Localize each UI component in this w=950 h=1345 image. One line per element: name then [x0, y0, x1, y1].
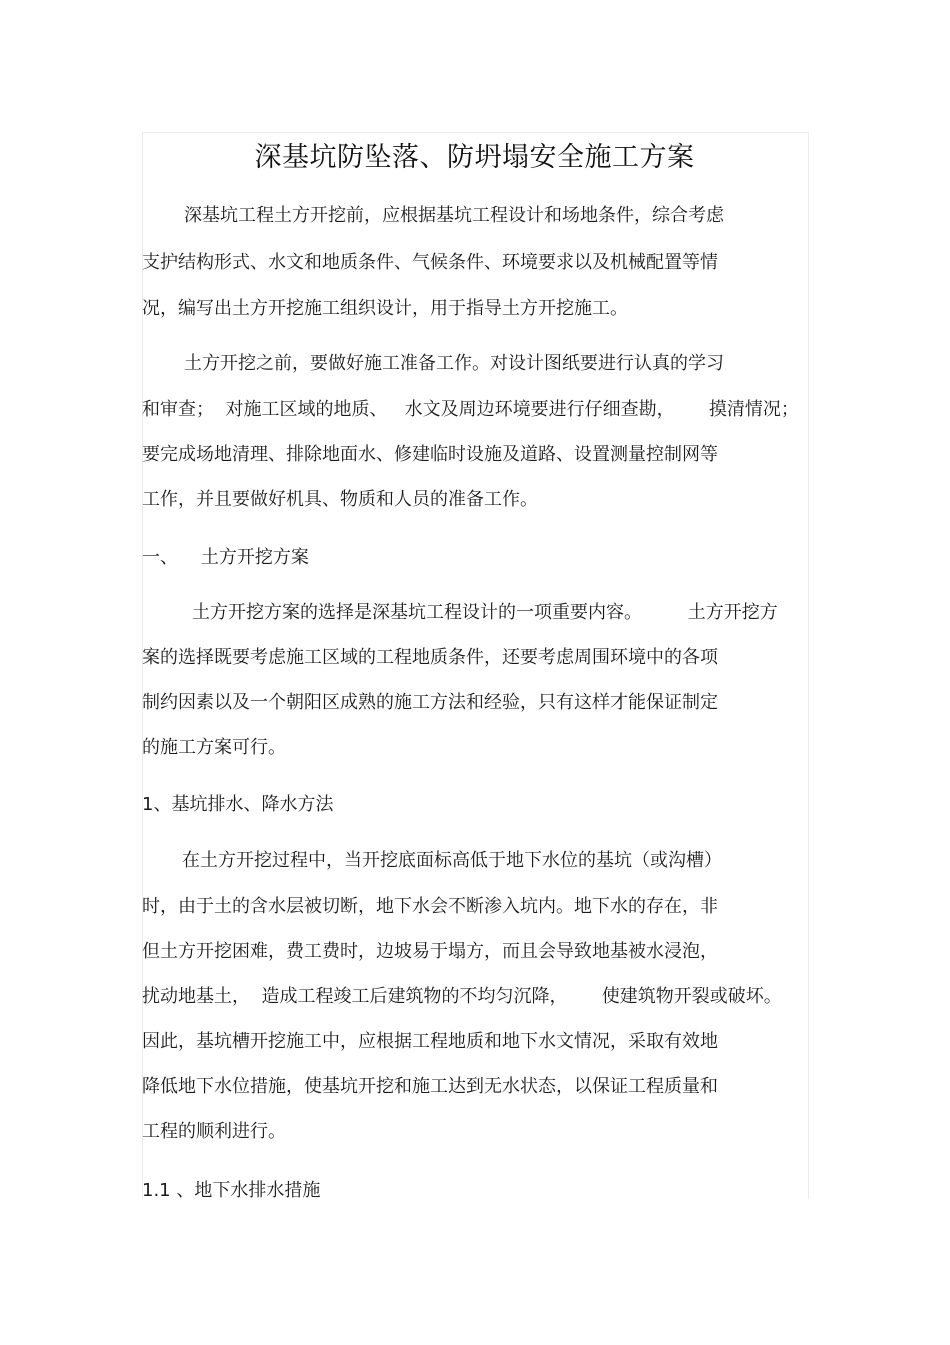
- paragraph-4-line-4: 扰动地基土， 造成工程竣工后建筑物的不均匀沉降， 使建筑物开裂或破坏。: [142, 986, 782, 1007]
- section-heading-1-1: 1、基坑排水、降水方法: [142, 794, 334, 815]
- paragraph-4-line-6: 降低地下水位措施，使基坑开挖和施工达到无水状态，以保证工程质量和: [142, 1076, 718, 1097]
- paragraph-1-line-1: 深基坑工程土方开挖前，应根据基坑工程设计和场地条件，综合考虑: [184, 205, 724, 226]
- paragraph-4-line-2: 时，由于土的含水层被切断，地下水会不断渗入坑内。地下水的存在，非: [142, 896, 718, 917]
- section-heading-1-1-1: 1.1 、地下水排水措施: [142, 1180, 321, 1201]
- document-title: 深基坑防坠落、防坍塌安全施工方案: [254, 142, 695, 173]
- paragraph-4-line-1: 在土方开挖过程中，当开挖底面标高低于地下水位的基坑（或沟槽）: [182, 850, 722, 871]
- paragraph-2-line-3: 要完成场地清理、排除地面水、修建临时设施及道路、设置测量控制网等: [142, 444, 718, 465]
- paragraph-2-line-1: 土方开挖之前，要做好施工准备工作。对设计图纸要进行认真的学习: [184, 353, 724, 374]
- paragraph-1-line-3: 况，编写出土方开挖施工组织设计，用于指导土方开挖施工。: [142, 298, 628, 319]
- paragraph-2-line-4: 工作，并且要做好机具、物质和人员的准备工作。: [142, 489, 538, 510]
- paragraph-4-line-3: 但土方开挖困难，费工费时，边坡易于塌方，而且会导致地基被水浸泡，: [142, 941, 718, 962]
- paragraph-3-line-1: 土方开挖方案的选择是深基坑工程设计的一项重要内容。 土方开挖方: [192, 602, 778, 623]
- paragraph-1-line-2: 支护结构形式、水文和地质条件、气候条件、环境要求以及机械配置等情: [142, 252, 718, 273]
- paragraph-2-line-2: 和审查； 对施工区域的地质、 水文及周边环境要进行仔细查勘， 摸清情况；: [142, 399, 799, 420]
- section-heading-1: 一、 土方开挖方案: [142, 547, 309, 568]
- paragraph-4-line-7: 工程的顺利进行。: [142, 1121, 286, 1142]
- paragraph-3-line-3: 制约因素以及一个朝阳区成熟的施工方法和经验，只有这样才能保证制定: [142, 692, 718, 713]
- paragraph-3-line-4: 的施工方案可行。: [142, 737, 286, 758]
- paragraph-4-line-5: 因此，基坑槽开挖施工中，应根据工程地质和地下水文情况，采取有效地: [142, 1031, 718, 1052]
- paragraph-3-line-2: 案的选择既要考虑施工区域的工程地质条件，还要考虑周围环境中的各项: [142, 647, 718, 668]
